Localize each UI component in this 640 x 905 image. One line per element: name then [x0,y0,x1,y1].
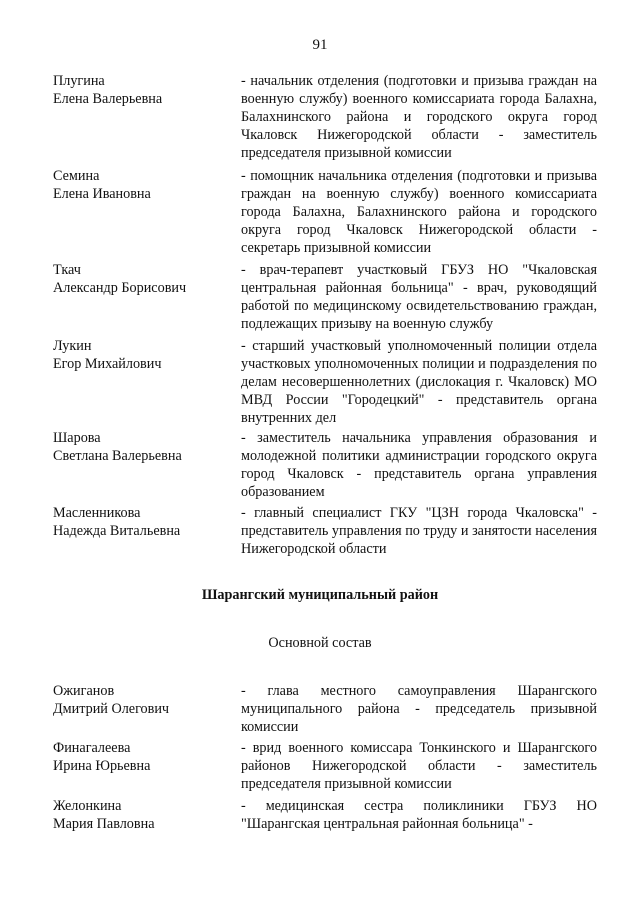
member-surname: Желонкина [53,798,122,814]
member-given-name: Егор Михайлович [53,356,162,372]
member-name [53,429,233,465]
member-surname: Ожиганов [53,683,115,699]
member-name [53,682,233,718]
member-role: - врид военного комиссара Тонкинского и Шарангского районов Нижегородской области - заместитель председателя призывной комиссии [241,740,597,792]
member-surname: Шарова [53,430,101,446]
member-given-name: Дмитрий Олегович [53,701,170,717]
member-given-name: Елена Валерьевна [53,91,163,107]
member-given-name: Елена Ивановна [53,186,151,202]
member-name [53,739,233,775]
member-name [53,72,233,108]
member-role: - глава местного самоуправления Шарангского муниципального района - председатель призывной комиссии [241,683,597,735]
member-given-name: Александр Борисович [53,280,187,296]
member-name [53,261,233,297]
member-name [53,797,233,833]
member-role: - начальник отделения (подготовки и призыва граждан на военную службу) военного комиссариата города Балахна, Балахнинского района и городского округа город Чкаловск Нижегородской области - заместитель председателя призывной комиссии [241,73,597,161]
member-role: - врач-терапевт участковый ГБУЗ НО "Чкаловская центральная районная больница" - врач, руководящий работой по медицинскому освидетельствованию граждан, подлежащих призыву на военную службу [241,262,597,332]
section-heading: Шарангский муниципальный район [201,587,439,603]
member-role: - старший участковый уполномоченный полиции отдела участковых уполномоченных полиции и подразделения по делам несовершеннолетних (дислокация г. Чкаловск) МО МВД России "Городецкий" - представитель органа внутренних дел [241,338,597,426]
member-surname: Масленникова [53,505,141,521]
member-surname: Плугина [53,73,105,89]
page-number: 91 [312,37,328,53]
member-surname: Семина [53,168,100,184]
section-subheading: Основной состав [268,635,372,651]
member-given-name: Ирина Юрьевна [53,758,151,774]
member-given-name: Надежда Витальевна [53,523,181,539]
member-name [53,167,233,203]
member-surname: Ткач [53,262,81,278]
member-name [53,337,233,373]
member-surname: Финагалеева [53,740,131,756]
member-given-name: Светлана Валерьевна [53,448,182,464]
member-role: - медицинская сестра поликлиники ГБУЗ НО "Шарангская центральная районная больница" - [241,798,597,832]
member-role: - помощник начальника отделения (подготовки и призыва граждан на военную службу) военного комиссариата города Балахна, Балахнинского района и городского округа город Чкаловск Нижегородской области - секретарь призывной комиссии [241,168,597,256]
member-name [53,504,233,540]
member-given-name: Мария Павловна [53,816,155,832]
member-surname: Лукин [53,338,92,354]
member-role: - заместитель начальника управления образования и молодежной политики администрации городского округа город Чкаловск - представитель органа управления образованием [241,430,597,500]
member-role: - главный специалист ГКУ "ЦЗН города Чкаловска" - представитель управления по труду и занятости населения Нижегородской области [241,505,597,557]
